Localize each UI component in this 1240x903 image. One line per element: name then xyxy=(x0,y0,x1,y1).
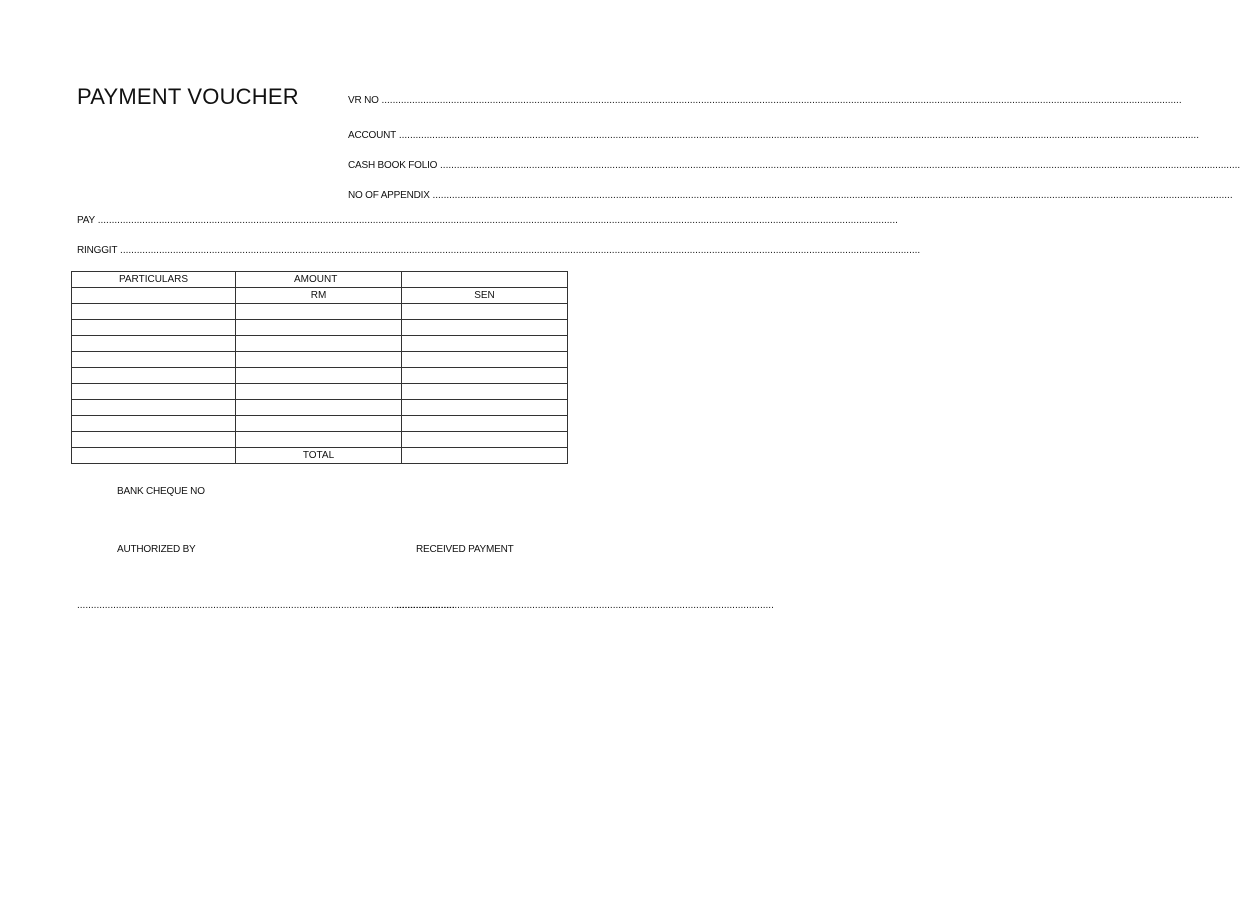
rm-cell[interactable] xyxy=(236,432,402,448)
table-row xyxy=(72,320,568,336)
no-of-appendix-field[interactable] xyxy=(348,190,560,201)
table-row xyxy=(72,336,568,352)
no-of-appendix-label: NO OF APPENDIX ..... xyxy=(348,190,1233,201)
table-header-row xyxy=(72,272,568,288)
pay-label: PAY ..... xyxy=(77,215,898,226)
sen-cell[interactable] xyxy=(402,352,568,368)
particulars-cell[interactable] xyxy=(72,304,236,320)
vr-no-field[interactable] xyxy=(348,95,558,106)
rm-cell[interactable] xyxy=(236,320,402,336)
voucher-table xyxy=(71,271,568,464)
cash-book-folio-label: CASH BOOK FOLIO ..... xyxy=(348,160,1240,171)
total-empty-cell xyxy=(72,448,236,464)
page-title: PAYMENT VOUCHER xyxy=(77,84,299,109)
account-field[interactable] xyxy=(348,130,560,141)
particulars-cell[interactable] xyxy=(72,432,236,448)
rm-cell[interactable] xyxy=(236,336,402,352)
sen-cell[interactable] xyxy=(402,368,568,384)
amount-header: AMOUNT xyxy=(236,272,402,288)
ringgit-field[interactable] xyxy=(77,245,560,256)
sen-cell[interactable] xyxy=(402,416,568,432)
rm-header: RM xyxy=(236,288,402,304)
rm-cell[interactable] xyxy=(236,384,402,400)
rm-cell[interactable] xyxy=(236,352,402,368)
sen-cell[interactable] xyxy=(402,400,568,416)
total-label: TOTAL xyxy=(236,448,402,464)
pay-field[interactable] xyxy=(77,215,560,226)
sen-cell[interactable] xyxy=(402,432,568,448)
sen-cell[interactable] xyxy=(402,304,568,320)
particulars-cell[interactable] xyxy=(72,384,236,400)
rm-cell[interactable] xyxy=(236,416,402,432)
table-row xyxy=(72,352,568,368)
sen-cell[interactable] xyxy=(402,336,568,352)
rm-cell[interactable] xyxy=(236,368,402,384)
table-row xyxy=(72,400,568,416)
table-row xyxy=(72,416,568,432)
particulars-cell[interactable] xyxy=(72,352,236,368)
sen-header: SEN xyxy=(402,288,568,304)
received-signature-line[interactable]: ........................................................................................................................................ xyxy=(396,600,774,611)
particulars-cell[interactable] xyxy=(72,368,236,384)
rm-cell[interactable] xyxy=(236,400,402,416)
table-row xyxy=(72,432,568,448)
vr-no-label: VR NO ..... xyxy=(348,95,1182,106)
particulars-header: PARTICULARS xyxy=(72,272,236,288)
table-row xyxy=(72,304,568,320)
sen-cell[interactable] xyxy=(402,384,568,400)
table-row xyxy=(72,368,568,384)
empty-header-cell xyxy=(402,272,568,288)
particulars-cell[interactable] xyxy=(72,336,236,352)
authorized-by-label: AUTHORIZED BY xyxy=(117,544,196,555)
table-subheader-row xyxy=(72,288,568,304)
ringgit-label: RINGGIT ..... xyxy=(77,245,920,256)
empty-subheader-cell xyxy=(72,288,236,304)
received-payment-label: RECEIVED PAYMENT xyxy=(416,544,514,555)
table-row xyxy=(72,384,568,400)
rm-cell[interactable] xyxy=(236,304,402,320)
particulars-cell[interactable] xyxy=(72,400,236,416)
account-label: ACCOUNT ..... xyxy=(348,130,1199,141)
total-row xyxy=(72,448,568,464)
particulars-cell[interactable] xyxy=(72,416,236,432)
cash-book-folio-field[interactable] xyxy=(348,160,560,171)
total-value-cell[interactable] xyxy=(402,448,568,464)
bank-cheque-no-label: BANK CHEQUE NO xyxy=(117,486,205,497)
particulars-cell[interactable] xyxy=(72,320,236,336)
authorized-signature-line[interactable]: ........................................................................................................................................ xyxy=(77,600,455,611)
sen-cell[interactable] xyxy=(402,320,568,336)
